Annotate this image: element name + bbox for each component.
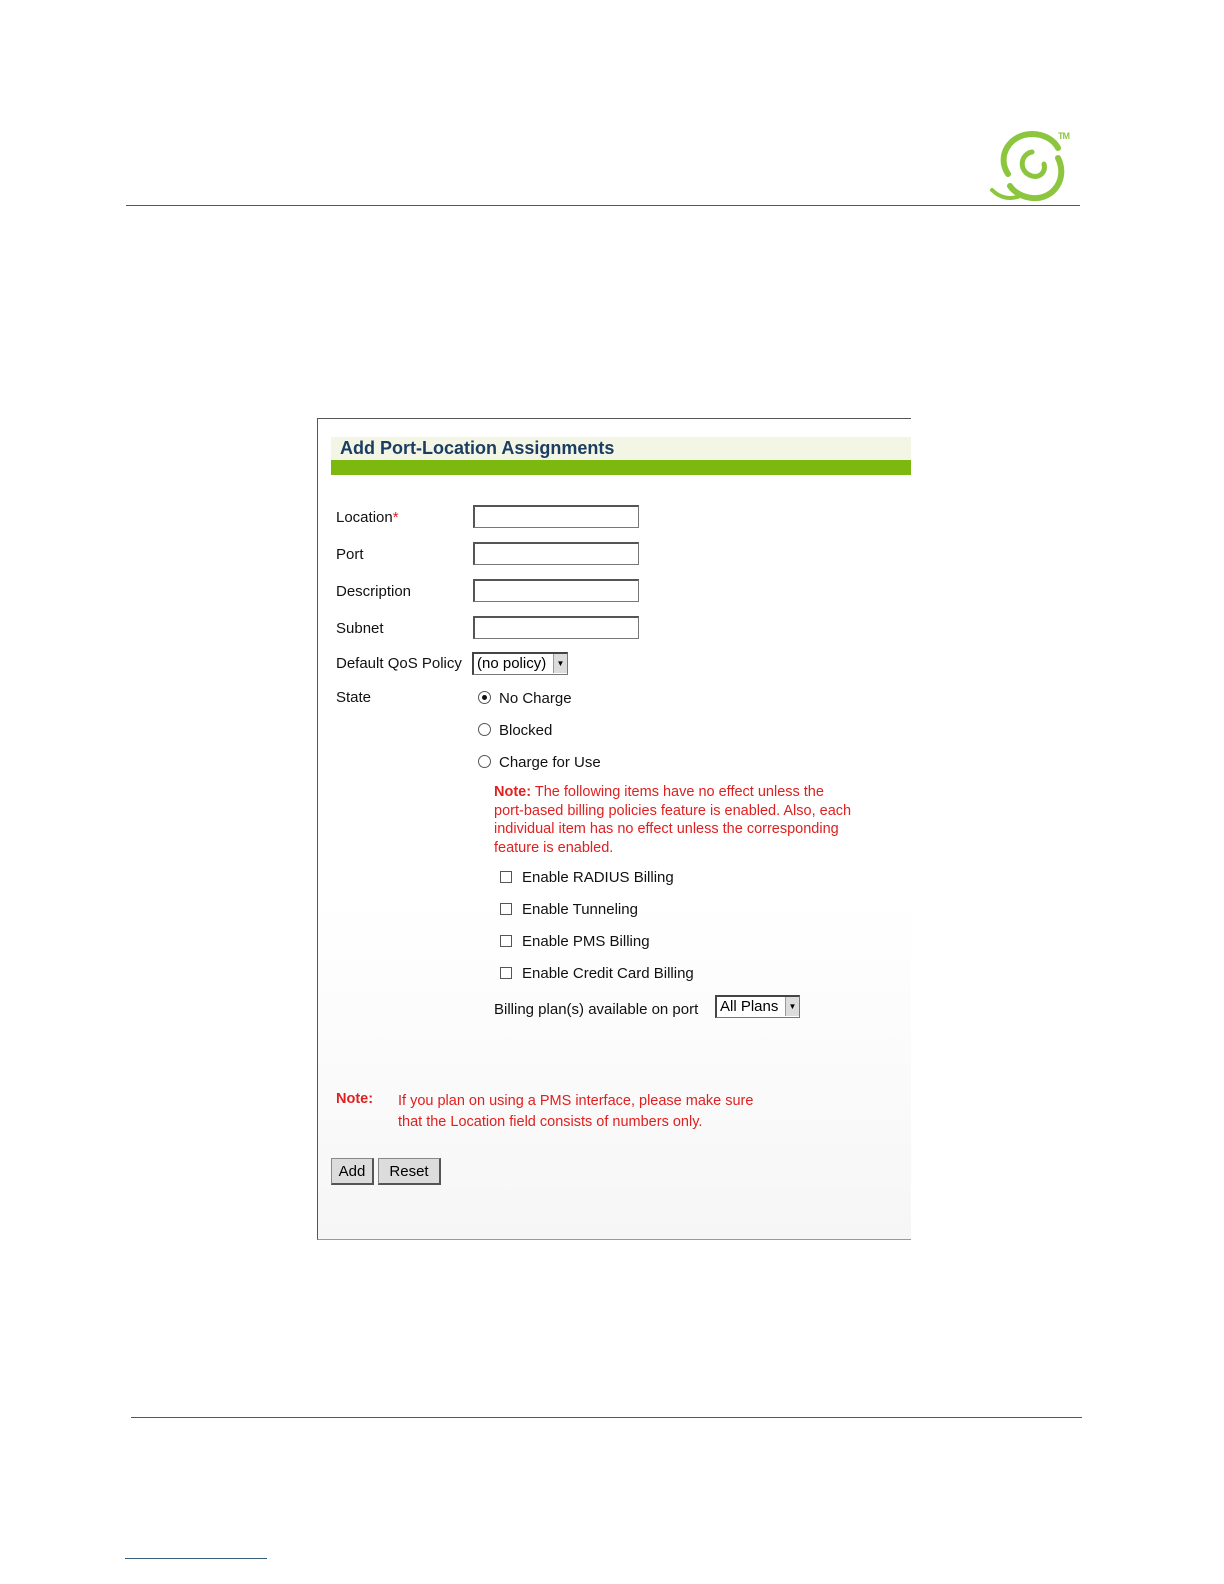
state-label: State [336,689,372,706]
state-radio-no-charge[interactable] [478,691,491,704]
qos-policy-label: Default QoS Policy [336,655,462,672]
subnet-label: Subnet [336,620,384,637]
location-input[interactable] [473,505,639,528]
subnet-input[interactable] [473,616,639,639]
pms-billing-checkbox[interactable] [500,935,512,947]
credit-card-billing-checkbox[interactable] [500,967,512,979]
reset-button[interactable]: Reset [378,1158,441,1185]
add-port-location-panel [317,418,911,1240]
title-underline-bar [331,460,911,475]
qos-policy-value: (no policy) [477,655,547,672]
billing-note-text: The following items have no effect unless the port-based billing policies feature is enabled. Also, each individual item has no effect unless the corresponding feature is enabled. [494,784,852,856]
state-option-blocked: Blocked [499,722,553,739]
page-title: Add Port-Location Assignments [340,438,615,458]
trademark-mark: TM [1058,131,1069,141]
tunneling-checkbox[interactable] [500,903,512,915]
state-option-no-charge: No Charge [499,690,572,707]
port-input[interactable] [473,542,639,565]
billing-plan-select[interactable] [715,995,800,1018]
billing-note [494,783,854,857]
required-asterisk: * [392,509,399,526]
pms-note-text: If you plan on using a PMS interface, please make sure that the Location field consists of numbers only. [398,1093,754,1130]
pms-note-title: Note: [336,1091,374,1107]
chevron-down-icon[interactable]: ▼ [785,997,799,1016]
radius-billing-checkbox[interactable] [500,871,512,883]
billing-plan-value: All Plans [720,998,779,1015]
chevron-down-icon[interactable]: ▼ [553,654,567,673]
header-divider [126,205,1080,206]
billing-plan-label: Billing plan(s) available on port [494,1001,699,1018]
tunneling-label: Enable Tunneling [522,901,638,918]
state-option-charge-for-use: Charge for Use [499,754,601,771]
radius-billing-label: Enable RADIUS Billing [522,869,674,886]
description-label: Description [336,583,412,600]
location-label-text: Location [336,509,393,526]
billing-note-title: Note: [494,784,532,800]
state-radio-blocked[interactable] [478,723,491,736]
footer-divider [131,1417,1082,1418]
state-radio-charge-for-use[interactable] [478,755,491,768]
credit-card-billing-label: Enable Credit Card Billing [522,965,694,982]
port-label: Port [336,546,364,563]
footer-short-rule [125,1558,267,1559]
location-label [336,509,399,526]
qos-policy-select[interactable] [472,652,568,675]
pms-billing-label: Enable PMS Billing [522,933,650,950]
description-input[interactable] [473,579,639,602]
add-button[interactable]: Add [331,1158,374,1185]
